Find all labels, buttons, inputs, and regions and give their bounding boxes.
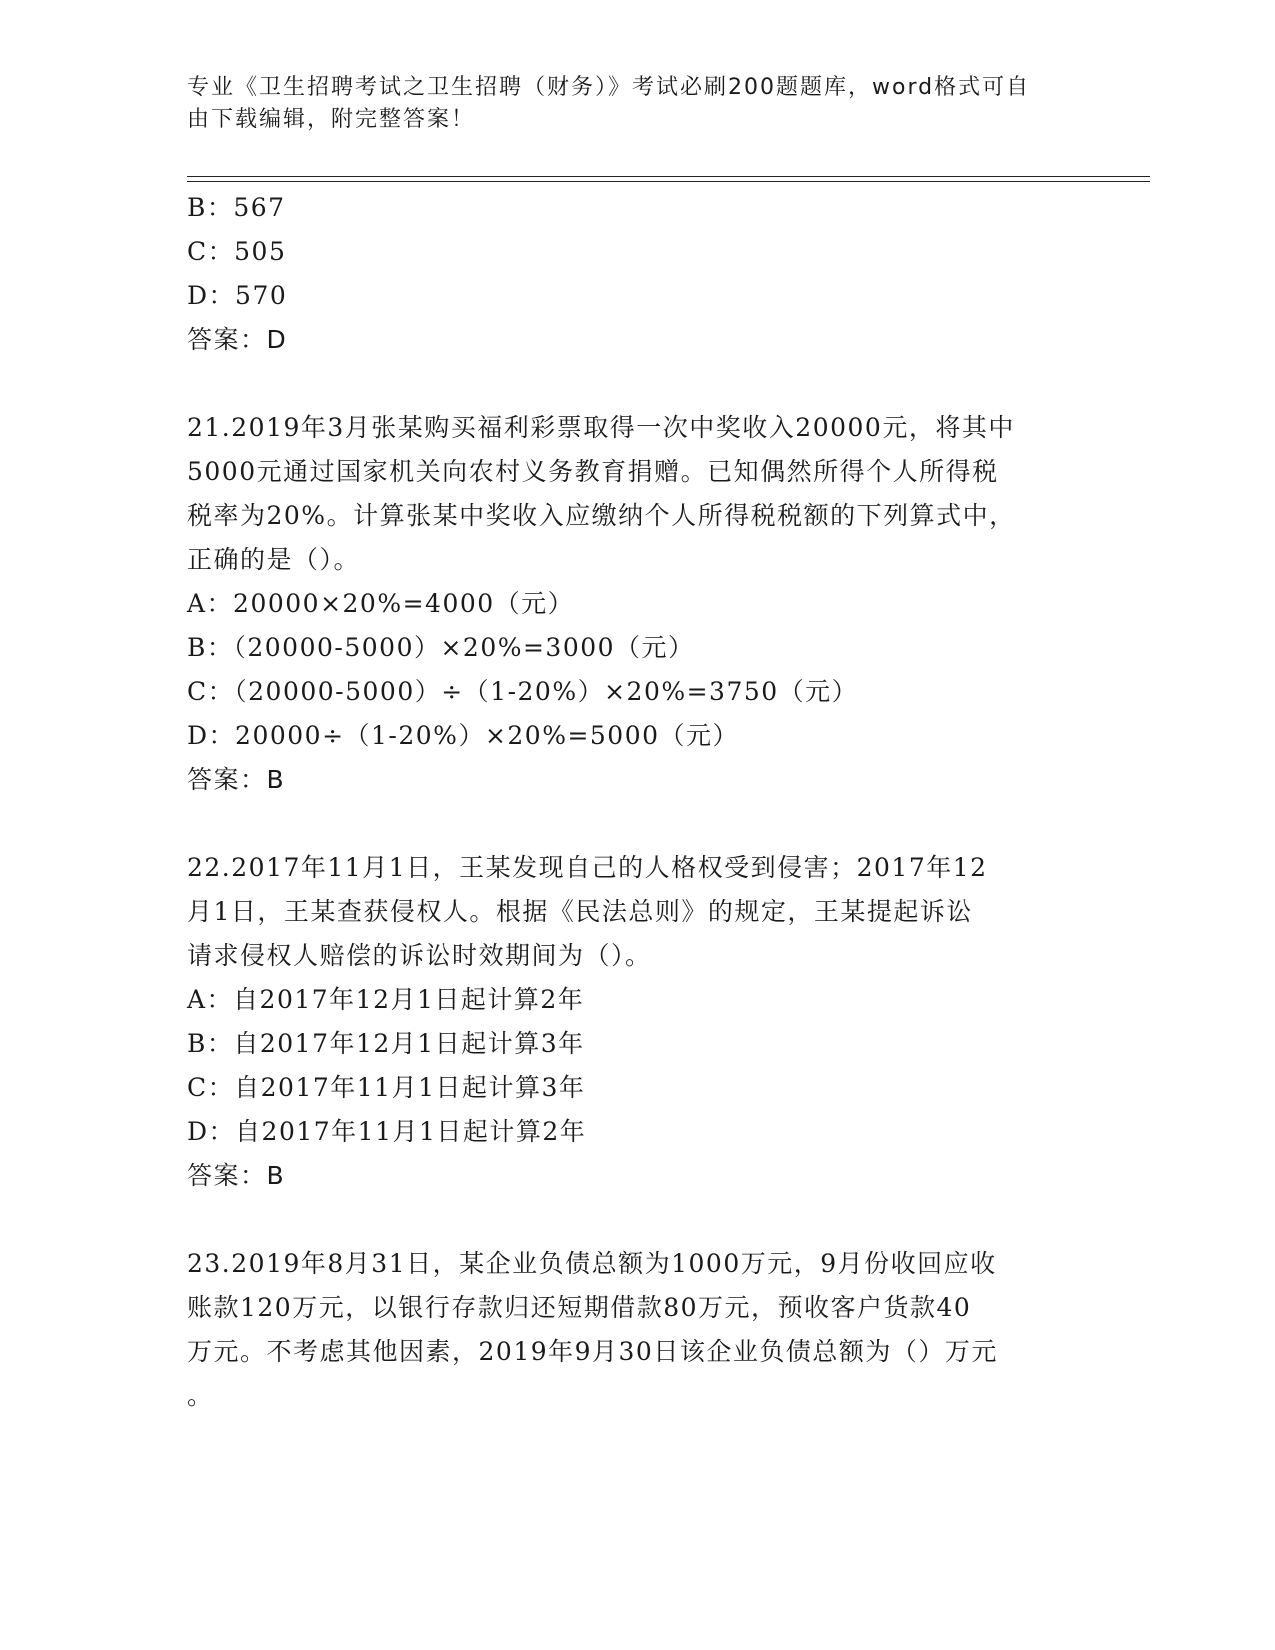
header-divider-bottom bbox=[187, 181, 1150, 182]
q22-stem-line-1: 22.2017年11月1日，王某发现自己的人格权受到侵害；2017年12 bbox=[187, 853, 988, 882]
q20-answer: 答案：D bbox=[187, 325, 288, 354]
q21-option-a: A：20000×20%=4000（元） bbox=[187, 589, 575, 618]
header-divider-top bbox=[187, 176, 1150, 177]
q23-stem-line-1: 23.2019年8月31日，某企业负债总额为1000万元，9月份收回应收 bbox=[187, 1249, 997, 1278]
q22-stem-line-2: 月1日，王某查获侵权人。根据《民法总则》的规定，王某提起诉讼 bbox=[187, 897, 973, 926]
q21-stem-line-1: 21.2019年3月张某购买福利彩票取得一次中奖收入20000元，将其中 bbox=[187, 413, 1015, 442]
q23-stem-line-2: 账款120万元，以银行存款归还短期借款80万元，预收客户货款40 bbox=[187, 1293, 972, 1322]
header-line-1: 专业《卫生招聘考试之卫生招聘（财务）》考试必刷200题题库，word格式可自 bbox=[187, 75, 1031, 100]
q21-stem-line-3: 税率为20%。计算张某中奖收入应缴纳个人所得税税额的下列算式中， bbox=[187, 501, 1016, 530]
header-line-2: 由下载编辑，附完整答案！ bbox=[187, 107, 476, 132]
q21-stem-line-4: 正确的是（）。 bbox=[187, 545, 361, 574]
q21-option-b: B：（20000-5000）×20%=3000（元） bbox=[187, 633, 695, 662]
q22-option-c: C：自2017年11月1日起计算3年 bbox=[187, 1073, 586, 1102]
q21-stem-line-2: 5000元通过国家机关向农村义务教育捐赠。已知偶然所得个人所得税 bbox=[187, 457, 999, 486]
q22-option-a: A：自2017年12月1日起计算2年 bbox=[187, 985, 585, 1014]
q22-option-b: B：自2017年12月1日起计算3年 bbox=[187, 1029, 585, 1058]
q21-option-c: C：（20000-5000）÷（1-20%）×20%=3750（元） bbox=[187, 677, 859, 706]
q21-option-d: D：20000÷（1-20%）×20%=5000（元） bbox=[187, 721, 740, 750]
q23-stem-line-4: 。 bbox=[187, 1381, 214, 1410]
q20-option-d: D：570 bbox=[187, 281, 288, 310]
q20-option-c: C：505 bbox=[187, 237, 287, 266]
q21-answer: 答案：B bbox=[187, 765, 286, 794]
q23-stem-line-3: 万元。不考虑其他因素，2019年9月30日该企业负债总额为（）万元 bbox=[187, 1337, 998, 1366]
document-header bbox=[187, 72, 1067, 136]
q22-answer: 答案：B bbox=[187, 1161, 286, 1190]
q20-option-b: B：567 bbox=[187, 193, 286, 222]
q22-option-d: D：自2017年11月1日起计算2年 bbox=[187, 1117, 587, 1146]
q22-stem-line-3: 请求侵权人赔偿的诉讼时效期间为（）。 bbox=[187, 941, 652, 970]
